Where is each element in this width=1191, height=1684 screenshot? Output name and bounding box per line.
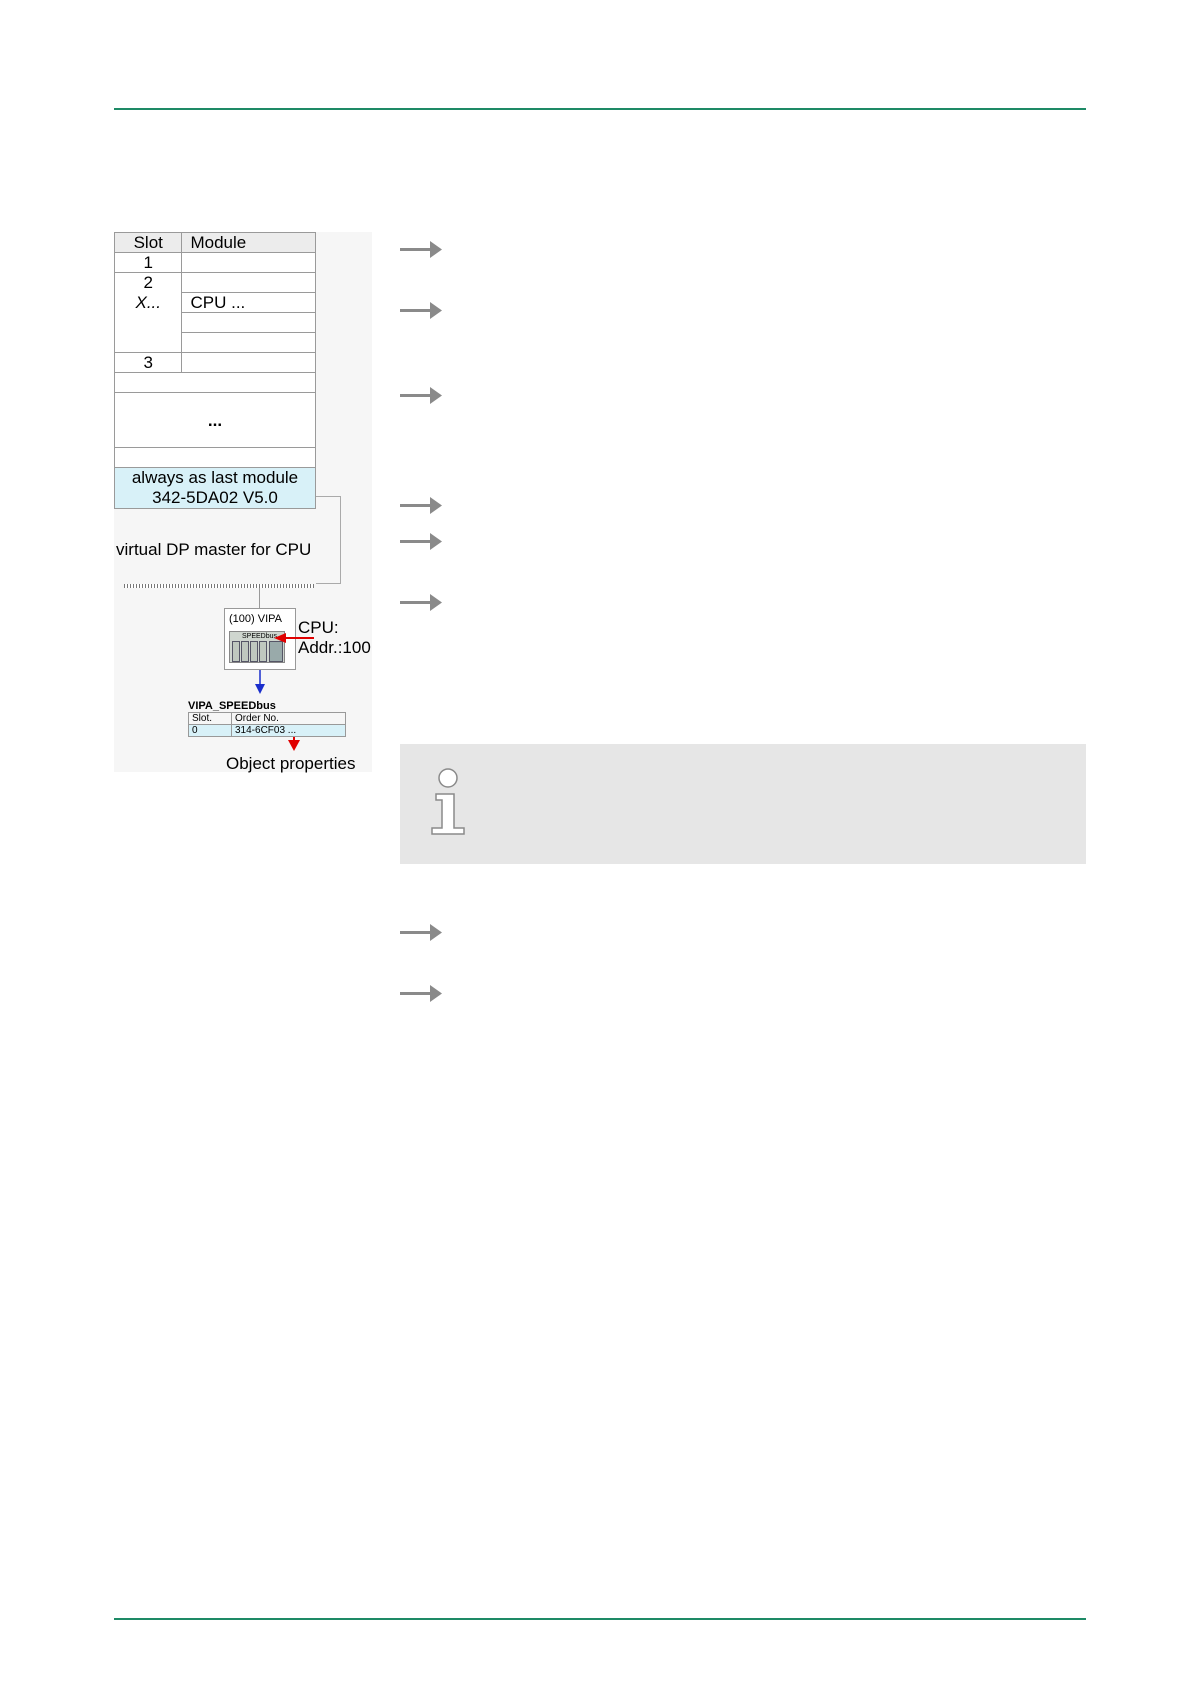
object-properties-label: Object properties [226,754,356,773]
addr-label: Addr.:100 [298,638,371,657]
slot-number: 2 [143,273,153,292]
last-module-line1: always as last module [131,468,299,487]
ellipsis-cell: ... [115,393,316,448]
rack-label: SPEEDbus [242,633,278,640]
slot-header: Slot. [189,713,232,725]
dp-master-label: virtual DP master for CPU [116,540,312,559]
arrow-right-icon [400,301,442,319]
order-header: Order No. [232,713,346,725]
order-cell: 314-6CF03 ... [232,725,346,737]
arrow-right-icon [400,386,442,404]
blue-arrow-head-icon [255,684,265,694]
slot-cell: 1 [115,253,182,273]
figure-arrows [114,232,374,772]
slot-header: Slot [115,233,182,253]
vipa-table [188,712,346,737]
cpu-address-label [298,618,371,658]
arrow-right-icon [400,923,442,941]
slot-cell: 0 [189,725,232,737]
cpu-station-label: (100) VIPA [229,613,282,625]
cpu-label: CPU: [298,618,339,637]
arrow-right-icon [400,532,442,550]
last-module-line2: 342-5DA02 V5.0 [152,488,278,507]
footer-rule [114,1618,1086,1620]
slot-x: X... [135,293,161,312]
cpu-module-cell: CPU ... [182,293,316,313]
table-row [189,725,346,737]
info-note-box [400,744,1086,864]
arrow-right-icon [400,593,442,611]
configuration-figure [114,232,374,772]
red-arrow-down-icon [288,740,300,751]
vipa-table-title: VIPA_SPEEDbus [188,700,276,712]
slot-cell: 3 [115,353,182,373]
arrow-right-icon [400,496,442,514]
info-icon [428,768,468,836]
arrow-right-icon [400,984,442,1002]
table-header-row [189,713,346,725]
red-arrow-head-icon [274,633,286,643]
header-rule [114,108,1086,110]
arrow-right-icon [400,240,442,258]
module-header: Module [182,233,316,253]
